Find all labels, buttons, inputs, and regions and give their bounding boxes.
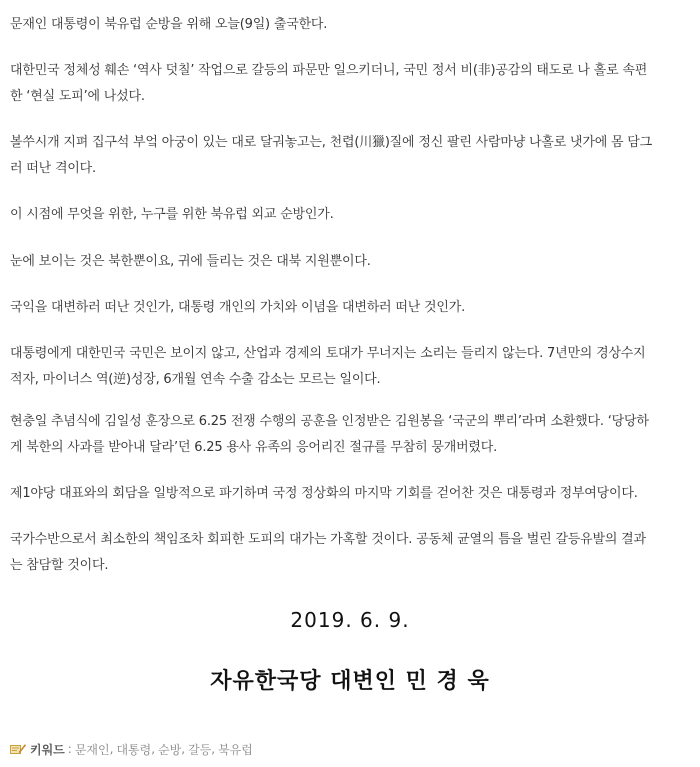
paragraph-line: 국가수반으로서 최소한의 책임조차 회피한 도피의 대가는 가혹할 것이다. 공동체 균열의 틈을 벌린 갈등유발의 결과 (10, 532, 646, 547)
paragraph-line: 대통령에게 대한민국 국민은 보이지 않고, 산업과 경제의 토대가 무너지는 소리는 들리지 않는다. 7년만의 경상수지 (10, 346, 646, 361)
keyword-bar: 키워드 : 문재인 , 대통령 , 순방 , 갈등 , 북유럽 (10, 736, 253, 762)
keyword-link[interactable]: 순방 (158, 742, 182, 757)
paragraph-line: 게 북한의 사과를 받아내 달라’던 6.25 용사 유족의 응어리진 절규를 무참히 뭉개버렸다. (10, 440, 498, 455)
spokesperson-signature: 자유한국당 대변인 민 경 욱 (210, 669, 490, 694)
keyword-link[interactable]: 대통령 (116, 742, 152, 757)
pencil-note-icon (10, 743, 26, 755)
paragraph-3 (10, 130, 680, 182)
keyword-label: 키워드 (30, 742, 65, 757)
paragraph-7 (10, 341, 680, 393)
paragraph-line: 볼쑤시개 지펴 집구석 부엌 아궁이 있는 대로 달궈놓고는, 천렵(川獵)질에 정신 팔린 사람마냥 나홀로 냇가에 몸 담그 (10, 135, 653, 150)
keyword-link[interactable]: 갈등 (188, 742, 212, 757)
keyword-separator: : (67, 742, 72, 756)
paragraph-4 (10, 202, 680, 228)
paragraph-5 (10, 249, 680, 275)
paragraph-8 (10, 409, 680, 461)
keyword-link[interactable]: 문재인 (74, 742, 110, 757)
paragraph-line: 문재인 대통령이 북유럽 순방을 위해 오늘(9일) 출국한다. (10, 17, 328, 32)
paragraph-1 (10, 12, 680, 38)
paragraph-line: 한 ‘현실 도피’에 나섰다. (10, 89, 145, 104)
paragraph-line: 는 참담할 것이다. (10, 558, 109, 573)
paragraph-line: 대한민국 정체성 훼손 ‘역사 덧칠’ 작업으로 갈등의 파문만 일으키더니, 국민 정서 비(非)공감의 태도로 나 홀로 속편 (10, 63, 648, 78)
paragraph-line: 현충일 추념식에 김일성 훈장으로 6.25 전쟁 수행의 공훈을 인정받은 김원봉을 ‘국군의 뿌리’라며 소환했다. ‘당당하 (10, 414, 649, 429)
paragraph-2 (10, 58, 680, 110)
paragraph-10 (10, 527, 680, 579)
paragraph-9 (10, 481, 680, 507)
paragraph-line: 러 떠난 격이다. (10, 161, 96, 176)
paragraph-line: 국익을 대변하러 떠난 것인가, 대통령 개인의 가치와 이념을 대변하러 떠난 것인가. (10, 300, 466, 315)
paragraph-line: 제1야당 대표와의 회담을 일방적으로 파기하며 국정 정상화의 마지막 기회를 걷어찬 것은 대통령과 정부여당이다. (10, 486, 638, 501)
paragraph-line: 눈에 보이는 것은 북한뿐이요, 귀에 들리는 것은 대북 지원뿐이다. (10, 254, 371, 269)
paragraph-line: 적자, 마이너스 역(逆)성장, 6개월 연속 수출 감소는 모르는 일이다. (10, 372, 381, 387)
paragraph-line: 이 시점에 무엇을 위한, 누구를 위한 북유럽 외교 순방인가. (10, 207, 334, 222)
keyword-link[interactable]: 북유럽 (218, 742, 253, 757)
paragraph-6 (10, 295, 680, 321)
release-date: 2019. 6. 9. (290, 608, 410, 632)
